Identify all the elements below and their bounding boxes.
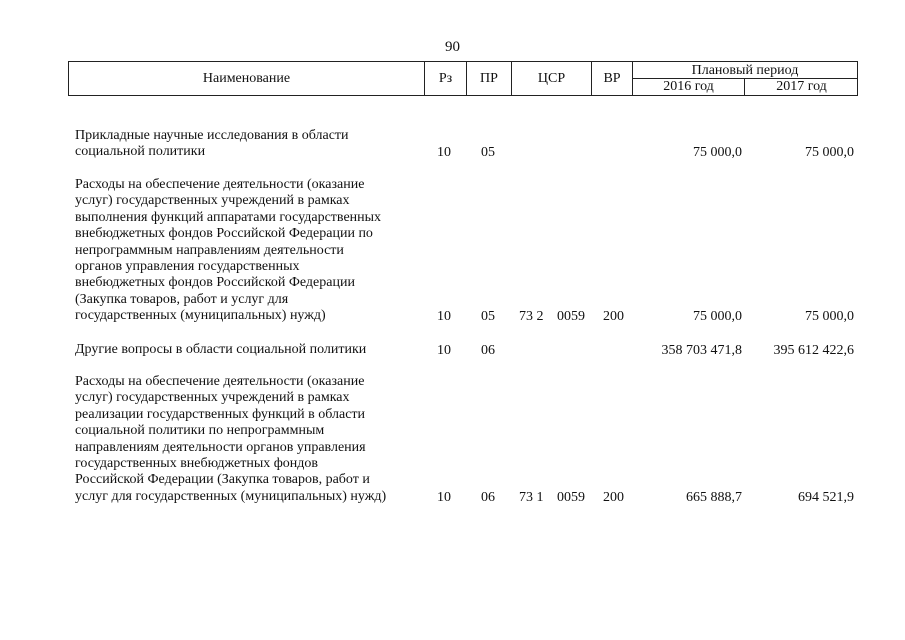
page-number: 90	[445, 39, 460, 55]
row-pr: 06	[481, 489, 495, 505]
table-row	[0, 177, 905, 325]
header-name: Наименование	[202, 70, 291, 86]
header-rz: Рз	[424, 62, 466, 95]
row-amount-2016: 358 703 471,8	[661, 342, 742, 358]
row-name: Расходы на обеспечение деятельности (оказание услуг) государственных учреждений в рамках выполнения функций аппаратами государственных внебюджетных фондов Российской Федерации по непрограммным направлениям деятельности органов управления государственных внебюджетных фондов Российской Федерации (Закупка товаров, работ и услуг для государственных (муниципальных) нужд)	[75, 177, 382, 324]
row-rz: 10	[437, 342, 451, 358]
row-name: Прикладные научные исследования в области социальной политики	[75, 128, 349, 160]
row-pr: 05	[481, 144, 495, 160]
row-amount-2017: 75 000,0	[805, 144, 854, 160]
row-vr: 200	[603, 308, 624, 324]
planned-period-title: Плановый период	[633, 62, 857, 79]
header-vr: ВР	[591, 62, 632, 95]
table-row	[0, 128, 905, 161]
header-pr: ПР	[466, 62, 511, 95]
row-pr: 06	[481, 342, 495, 358]
row-amount-2016: 665 888,7	[686, 489, 742, 505]
header-year-2016: 2016 год	[633, 79, 745, 95]
row-amount-2017: 75 000,0	[805, 308, 854, 324]
table-row	[0, 374, 905, 506]
header-planned-period	[632, 62, 857, 95]
row-pr: 05	[481, 308, 495, 324]
row-rz: 10	[437, 489, 451, 505]
row-name: Расходы на обеспечение деятельности (оказание услуг) государственных учреждений в рамках реализации государственных функций в области социальной политики по непрограммным направлениям деятельности органов управления государственных внебюджетных фондов Российской Федерации (Закупка товаров, работ и услуг для государственных (муниципальных) нужд)	[75, 374, 387, 504]
row-vr: 200	[603, 489, 624, 505]
row-amount-2016: 75 000,0	[693, 144, 742, 160]
row-amount-2016: 75 000,0	[693, 308, 742, 324]
row-csr-code: 0059	[557, 489, 585, 505]
row-rz: 10	[437, 144, 451, 160]
row-csr-code: 0059	[557, 308, 585, 324]
row-csr-program: 73 1	[519, 489, 544, 505]
row-csr-program: 73 2	[519, 308, 544, 324]
header-csr: ЦСР	[511, 62, 591, 95]
row-amount-2017: 694 521,9	[798, 489, 854, 505]
row-amount-2017: 395 612 422,6	[773, 342, 854, 358]
header-year-2017: 2017 год	[776, 79, 827, 94]
row-rz: 10	[437, 308, 451, 324]
table-header	[68, 61, 858, 96]
table-row	[0, 342, 905, 359]
row-name: Другие вопросы в области социальной политики	[75, 342, 367, 357]
